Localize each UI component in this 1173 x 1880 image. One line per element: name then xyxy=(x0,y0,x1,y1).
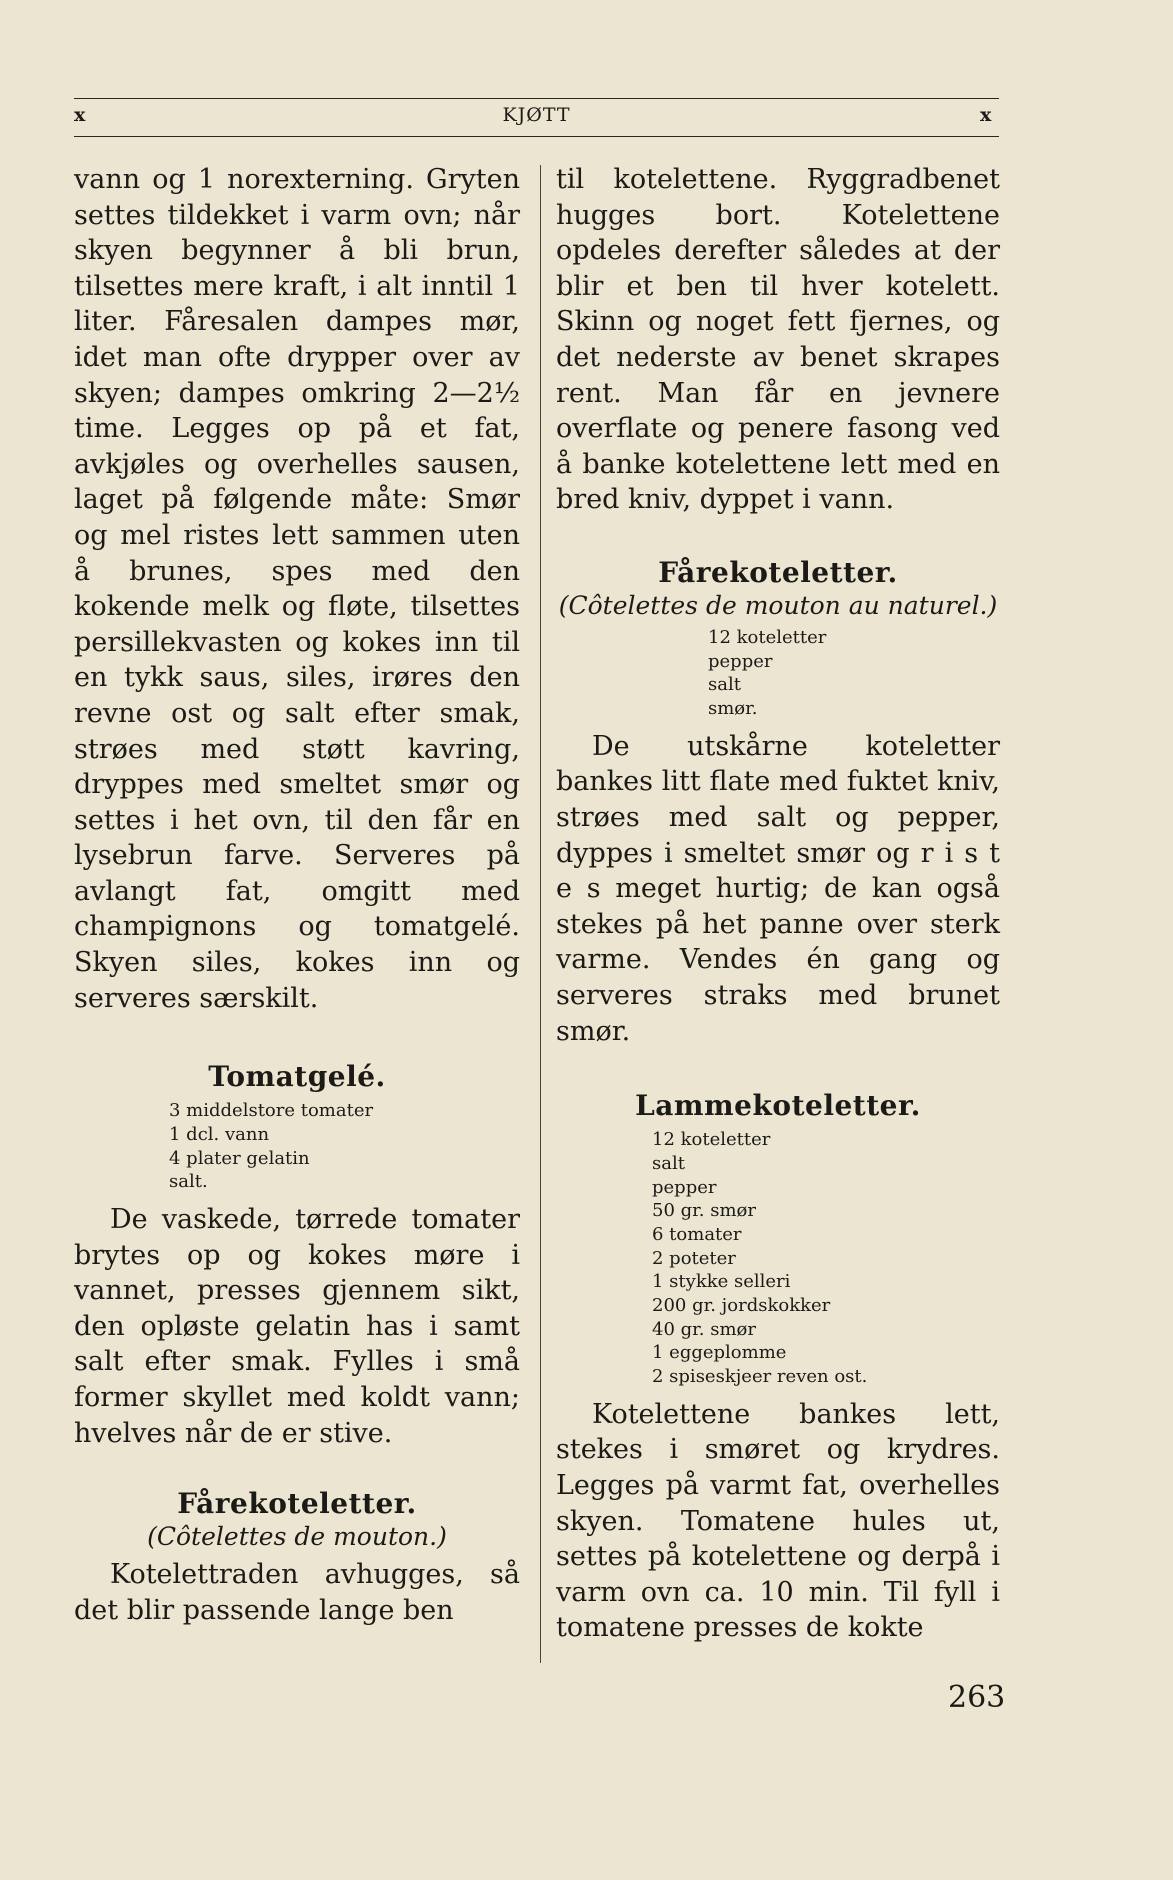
intro-paragraph: vann og 1 norexterning. Gryten settes tildekket i varm ovn; når skyen begynner å bli brun, tilsettes mere kraft, i alt inntil 1 liter. Fåresalen dampes mør, idet man ofte drypper over av skyen; dampes omkring 2—2½ time. Legges op på et fat, avkjøles og overhelles sausen, laget på følgende måte: Smør og mel ristes lett sammen uten å brunes, spes med den kokende melk og fløte, tilsettes persillekvasten og kokes inn til en tykk saus, siles, irøres den revne ost og salt efter smak, strøes med støtt kavring, dryppes med smeltet smør og settes i het ovn, til den får en lysebrun farve. Serveres på avlangt fat, omgitt med champignons og tomatgelé. Skyen siles, kokes inn og serveres særskilt. xyxy=(74,164,520,1014)
recipe-lammekoteletter xyxy=(556,1089,1000,1646)
ingredient-item: 12 koteletter xyxy=(652,1129,771,1151)
header-ornament-right: x xyxy=(980,104,992,126)
ingredient-item: 6 tomater xyxy=(652,1223,742,1245)
recipe-instructions: De vaskede, tørrede tomater brytes op og kokes møre i vannet, presses gjennem sikt, den opløste gelatin has i samt salt efter smak. Fylles i små former skyllet med koldt vann; hvelves når de er stive. xyxy=(74,1204,520,1449)
recipe-instructions: Kotelettene bankes lett, stekes i smøret og krydres. Legges på varmt fat, overhelles skyen. Tomatene hules ut, settes på kotelettene og derpå i varm ovn ca. 10 min. Til fyll i tomatene presses de kokte xyxy=(556,1398,1000,1644)
ingredient-item: 40 gr. smør xyxy=(652,1318,756,1340)
header-rule-top xyxy=(74,98,999,99)
recipe-tomatgele xyxy=(74,1060,520,1451)
recipe-title: Lammekoteletter. xyxy=(635,1089,921,1123)
recipe-farekoteletter-1 xyxy=(74,1487,520,1628)
running-header-title: KJØTT xyxy=(502,104,571,126)
recipe-instructions: Kotelettraden avhugges, så det blir passende lange ben xyxy=(74,1559,520,1626)
recipe-title: Tomatgelé. xyxy=(208,1060,386,1094)
right-column xyxy=(556,162,1000,1646)
ingredient-list xyxy=(708,626,1000,721)
recipe-subtitle: (Côtelettes de mouton.) xyxy=(147,1522,447,1552)
recipe-title: Fårekoteletter. xyxy=(658,555,898,589)
ingredient-item: 1 dcl. vann xyxy=(169,1123,270,1145)
ingredient-item: 200 gr. jordskokker xyxy=(652,1295,831,1317)
recipe-subtitle: (Côtelettes de mouton au naturel.) xyxy=(558,590,998,620)
ingredient-item: pepper xyxy=(708,650,773,672)
ingredient-item: 3 middelstore tomater xyxy=(169,1100,374,1122)
left-column xyxy=(74,162,520,1628)
ingredient-item: 2 poteter xyxy=(652,1247,736,1269)
continuation-paragraph: til kotelettene. Ryggradbenet hugges bort. Kotelettene opdeles derefter således at der blir et ben til hver kotelett. Skinn og noget fett fjernes, og det nederste av benet skrapes rent. Man får en jevnere overflate og penere fasong ved å banke kotelettene lett med en bred kniv, dyppet i vann. xyxy=(556,164,1000,516)
header-rule-bottom xyxy=(74,136,999,137)
ingredient-item: salt xyxy=(652,1152,685,1174)
ingredient-item: 1 stykke selleri xyxy=(652,1271,791,1293)
ingredient-list xyxy=(652,1128,1000,1389)
ingredient-list xyxy=(169,1099,520,1194)
ingredient-item: salt. xyxy=(169,1171,208,1193)
header-ornament-left: x xyxy=(74,104,86,126)
column-divider xyxy=(540,165,541,1663)
ingredient-item: 12 koteletter xyxy=(708,626,827,648)
ingredient-item: 1 eggeplomme xyxy=(652,1342,787,1364)
ingredient-item: pepper xyxy=(652,1176,717,1198)
ingredient-item: 2 spiseskjeer reven ost. xyxy=(652,1366,868,1388)
recipe-instructions: De utskårne koteletter bankes litt flate med fuktet kniv, strøes med salt og pepper, dyppes i smeltet smør og r i s t e s meget hurtig; de kan også stekes på het panne over sterk varme. Vendes én gang og serveres straks med brunet smør. xyxy=(556,730,1000,1047)
page-number: 263 xyxy=(948,1680,1006,1715)
ingredient-item: 4 plater gelatin xyxy=(169,1147,310,1169)
recipe-farekoteletter-2 xyxy=(556,556,1000,1049)
ingredient-item: smør. xyxy=(708,698,758,720)
recipe-title: Fårekoteletter. xyxy=(177,1487,417,1521)
ingredient-item: salt xyxy=(708,674,741,696)
ingredient-item: 50 gr. smør xyxy=(652,1200,756,1222)
